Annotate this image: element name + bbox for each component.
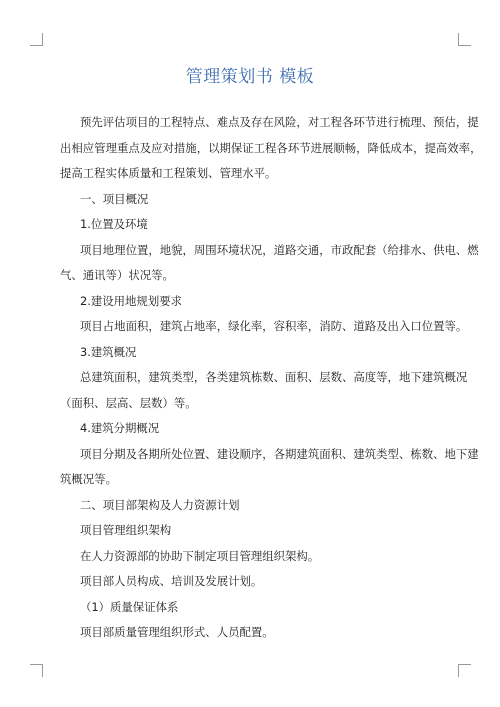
para-land-planning: 项目占地面积，建筑占地率，绿化率，容积率，消防、道路及出入口位置等。 (80, 319, 468, 333)
crop-mark-bottom-left (30, 664, 43, 677)
subheading-org-structure: 项目管理组织架构 (80, 523, 172, 537)
para-quality-system: 项目部质量管理组织形式、人员配置。 (80, 625, 274, 639)
subheading-building-overview: 3.建筑概况 (80, 345, 137, 359)
subheading-quality-system: （1）质量保证体系 (80, 600, 179, 614)
intro-line-2: 出相应管理重点及应对措施，以期保证工程各环节进展顺畅，降低成本，提高效率， (60, 141, 482, 155)
para-location-line-2: 气、通讯等）状况等。 (60, 268, 174, 282)
heading-project-overview: 一、项目概况 (80, 192, 149, 206)
para-org-structure: 在人力资源部的协助下制定项目管理组织架构。 (80, 549, 320, 563)
subheading-phasing: 4.建筑分期概况 (80, 421, 160, 435)
para-location-line-1: 项目地理位置，地貌，周围环境状况，道路交通，市政配套（给排水、供电、燃 (80, 243, 479, 257)
intro-line-1: 预先评估项目的工程特点、难点及存在风险，对工程各环节进行梳理、预估，提 (80, 115, 479, 129)
para-building-line-2: （面积、层高、层数）等。 (60, 396, 197, 410)
subheading-location: 1.位置及环境 (80, 217, 148, 231)
para-phasing-line-1: 项目分期及各期所处位置、建设顺序，各期建筑面积、建筑类型、栋数、地下建 (80, 447, 479, 461)
crop-mark-bottom-right (458, 664, 471, 677)
para-building-line-1: 总建筑面积，建筑类型，各类建筑栋数、面积、层数、高度等，地下建筑概况 (80, 370, 468, 384)
document-title: 管理策划书 模板 (185, 67, 315, 87)
heading-organization-hr: 二、项目部架构及人力资源计划 (80, 498, 240, 512)
para-phasing-line-2: 筑概况等。 (60, 472, 117, 486)
intro-line-3: 提高工程实体质量和工程策划、管理水平。 (60, 166, 277, 180)
crop-mark-top-left (30, 33, 43, 46)
crop-mark-top-right (458, 33, 471, 46)
para-staffing: 项目部人员构成、培训及发展计划。 (80, 574, 263, 588)
subheading-land-planning: 2.建设用地规划要求 (80, 294, 182, 308)
